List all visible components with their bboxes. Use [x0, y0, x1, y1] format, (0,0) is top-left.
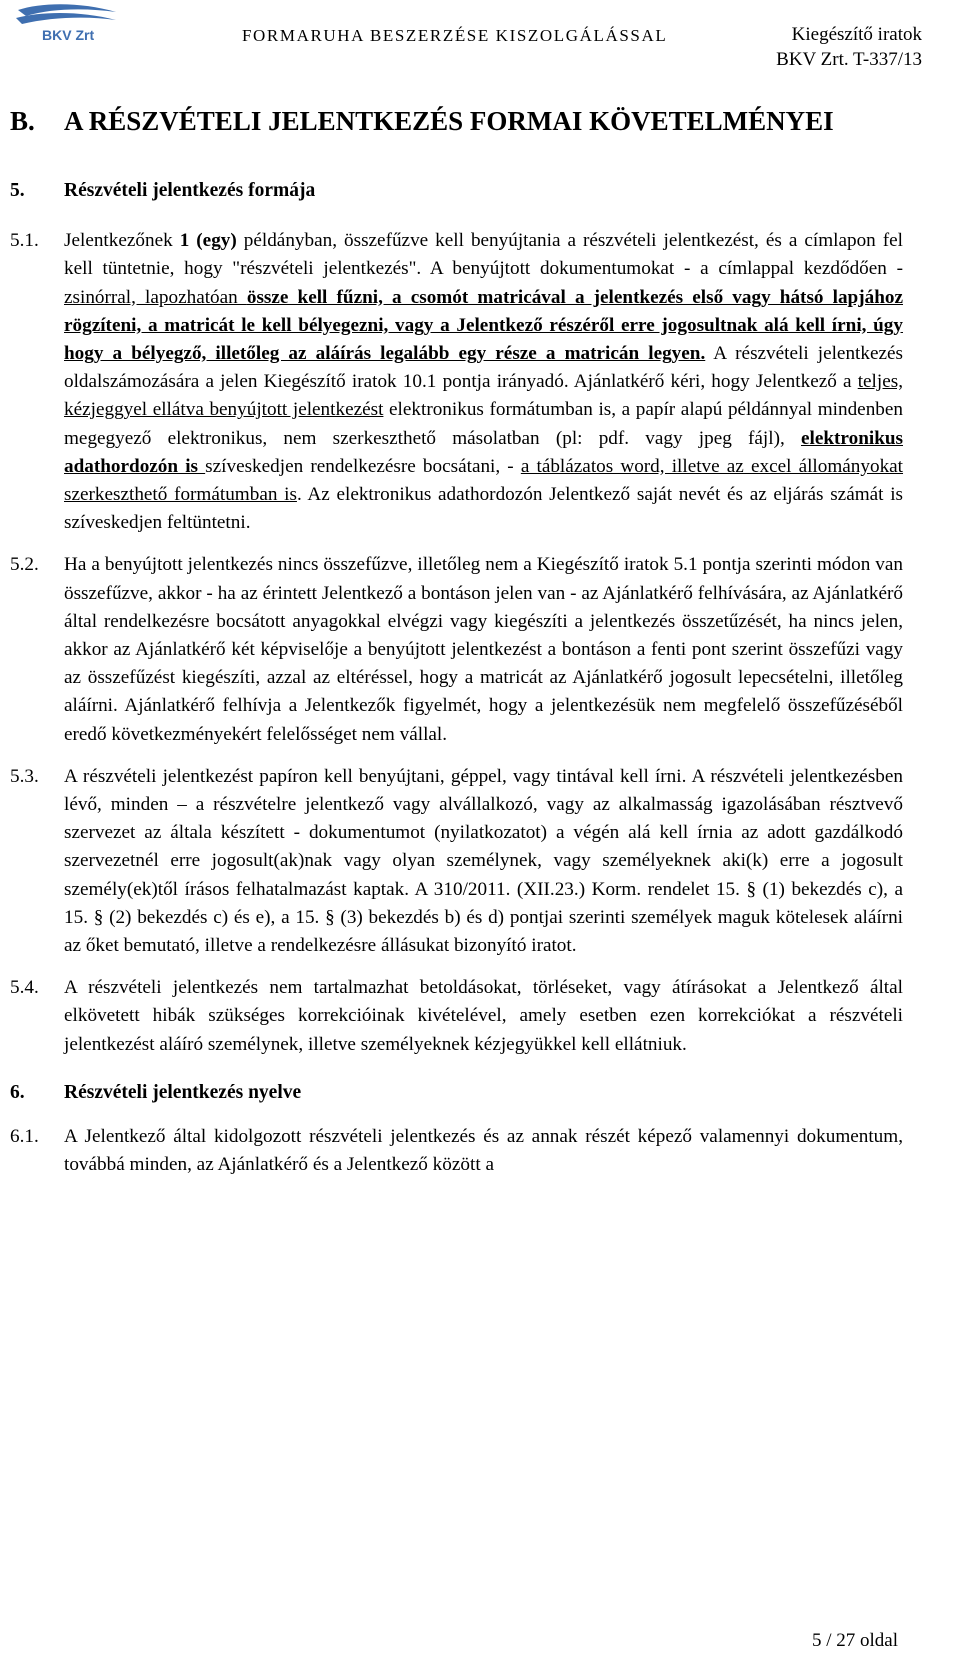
section-number: B.: [10, 106, 35, 136]
paragraph-text: A Jelentkező által kidolgozott részvételi jelentkezés és az annak részét képező valamennyi dokumentum, továbbá minden, az Ajánlatkérő és a Jelentkező között a: [64, 1126, 903, 1176]
paragraph-6-1: [10, 1123, 903, 1179]
paragraph-5-3: [10, 763, 903, 960]
paragraph-text: A részvételi jelentkezést papíron kell benyújtani, géppel, vagy tintával kell írni. A részvételi jelentkezésben lévő, minden – a részvételre jelentkező vagy alvállalkozó, vagy az alkalmasság igazolásában résztvevő szervezet az általa készített - dokumentumot (nyilatkozatot) a végén alá kell írnia az adott gazdálkodó szervezetnél erre jogosult(ak)nak vagy olyan személynek, vagy személyeknek aki(k) erre a jogosult személy(ek)től írásos felhatalmazást kaptak. A 310/2011. (XII.23.) Korm. rendelet 15. § (1) bekezdés c), a 15. § (2) bekezdés c) és e), a 15. § (3) bekezdés b) és d) pontjai szerinti személyek maguk kötelesek aláírni az őket bemutató, illetve a rendelkezésre állásukat bizonyító iratot.: [64, 765, 903, 957]
paragraph-5-1: [10, 227, 903, 537]
section-number: 5.: [10, 180, 25, 201]
section-5-heading: [10, 177, 903, 205]
section-number: 6.: [10, 1081, 25, 1103]
document-body: [10, 103, 903, 1180]
paragraph-number: 5.4.: [10, 977, 39, 999]
paragraph-number: 6.1.: [10, 1126, 39, 1148]
paragraph-5-4: [10, 974, 903, 1059]
page-header: [0, 0, 960, 80]
section-6-heading: [10, 1079, 903, 1107]
paragraph-text: A részvételi jelentkezés nem tartalmazhat betoldásokat, törléseket, vagy átírásokat a Jelentkező által elkövetett hibák szükséges korrekcióinak kivételével, amely esetben ezen korrekciókat a részvételi jelentkezést aláíró személynek, illetve személyeknek kézjegyükkel kell ellátniuk.: [64, 977, 903, 1055]
page-number: 5 / 27 oldal: [811, 1630, 898, 1651]
paragraph-number: 5.2.: [10, 554, 39, 576]
header-doc-id: BKV Zrt. T-337/13: [776, 49, 922, 70]
paragraph-text: Ha a benyújtott jelentkezés nincs összefűzve, illetőleg nem a Kiegészítő iratok 5.1 pontja szerinti módon van összefűzve, akkor - ha az érintett Jelentkező a bontáson jelen van - az Ajánlatkérő felhívására, az Ajánlatkérő által rendelkezésre bocsátott anyagokkal elvégzi vagy kiegészíti a jelentkezés összetűzését, ha nincs jelen, akkor az Ajánlatkérő két képviselője a benyújtott jelentkezést a bontáson a fenti pont szerint összefűzi vagy az összefűzést kiegészíti, azzal az eltéréssel, hogy a matricát az Ajánlatkérő jogosult lepecsételni, illetőleg aláírni. Ajánlatkérő felhívja a Jelentkezők figyelmét, hogy a jelentkezésük nem megfelelő összefűzéséből eredő következményekért felelősséget nem vállal.: [64, 554, 903, 745]
paragraph-number: 5.1.: [10, 230, 39, 252]
paragraph-5-2: [10, 551, 903, 748]
bkv-logo: [12, 2, 122, 44]
header-title: FORMARUHA BESZERZÉSE KISZOLGÁLÁSSAL: [242, 26, 668, 45]
section-title: Részvételi jelentkezés nyelve: [64, 1081, 302, 1103]
section-title: A RÉSZVÉTELI JELENTKEZÉS FORMAI KÖVETELMÉNYEI: [64, 106, 834, 136]
header-doc-type: Kiegészítő iratok: [791, 24, 922, 45]
paragraph-text: Jelentkezőnek 1 (egy) példányban, összefűzve kell benyújtania a részvételi jelentkezést, és a címlapon fel kell tüntetnie, hogy "részvételi jelentkezés". A benyújtott dokumentumokat - a címlappal kezdődően - zsinórral, lapozhatóan össze kell fűzni, a csomót matricával a jelentkezés első vagy hátsó lapjához rögzíteni, a matricát le kell bélyegezni, vagy a Jelentkező részéről erre jogosultnak alá kell írni, úgy hogy a bélyegző, illetőleg az aláírás legalább egy része a matricán legyen. A részvételi jelentkezés oldalszámozására a jelen Kiegészítő iratok 10.1 pontja irányadó. Ajánlatkérő kéri, hogy Jelentkező a teljes, kézjeggyel ellátva benyújtott jelentkezést elektronikus formátumban is, a papír alapú példánnyal mindenben megegyező elektronikus, nem szerkeszthető másolatban (pl: pdf. vagy jpeg fájl), elektronikus adathordozón is szíveskedjen rendelkezésre bocsátani, - a táblázatos word, illetve az excel állományokat szerkeszthető formátumban is. Az elektronikus adathordozón Jelentkező saját nevét és az eljárás számát is szíveskedjen feltüntetni.: [64, 230, 904, 534]
section-title: Részvételi jelentkezés formája: [64, 180, 316, 201]
header-doc-info: [776, 22, 922, 72]
paragraph-number: 5.3.: [10, 765, 39, 787]
logo-text: BKV Zrt: [42, 27, 95, 43]
section-b-heading: [10, 103, 903, 139]
